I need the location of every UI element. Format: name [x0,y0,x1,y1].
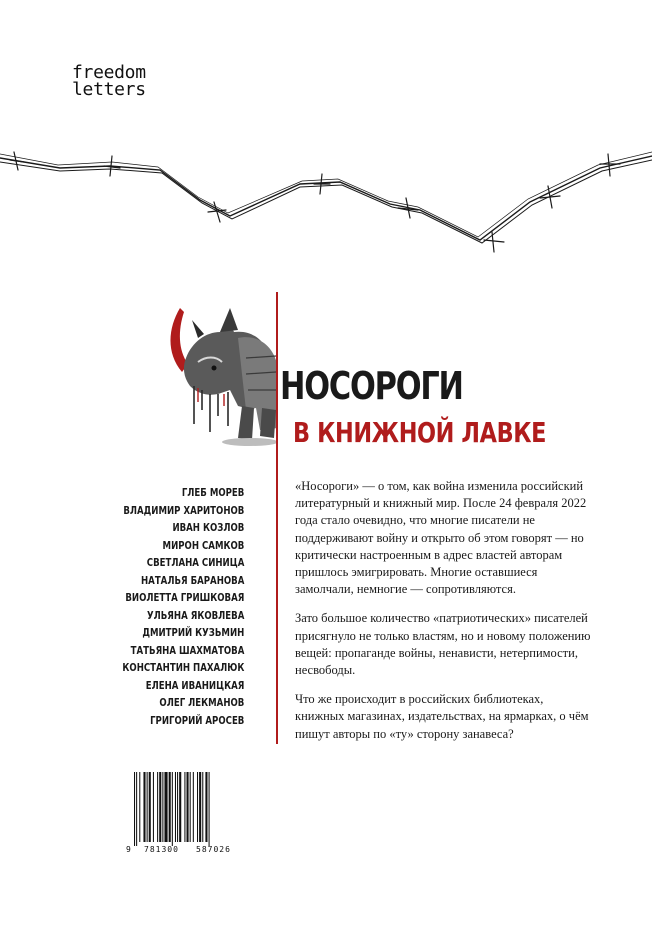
author-name: ВЛАДИМИР ХАРИТОНОВ [122,503,244,517]
book-title: НОСОРОГИ [280,364,463,408]
barbed-wire-icon [0,140,652,260]
author-list [88,484,244,729]
author-name: ГЛЕБ МОРЕВ [181,486,244,499]
author-name: ТАТЬЯНА ШАХМАТОВА [130,643,244,657]
author-name: ДМИТРИЙ КУЗЬМИН [141,626,244,639]
author-name: ИВАН КОЗЛОВ [172,521,244,534]
author-name: УЛЬЯНА ЯКОВЛЕВА [146,608,244,622]
barcode-digit-first: 9 [126,845,131,854]
description-paragraph: Зато большое количество «патриотических» писателей присягнуло не только властям, но и новому положению вещей: пропаганде войны, ненависти, нетерпимости, несвободы. [295,611,591,678]
author-name: ОЛЕГ ЛЕКМАНОВ [159,696,244,709]
author-name: ЕЛЕНА ИВАНИЦКАЯ [145,678,244,692]
rhino-illustration [158,298,280,450]
publisher-logo [72,64,146,98]
barcode-digits-right: 587026 [196,845,231,854]
vertical-divider [276,292,278,744]
author-name: НАТАЛЬЯ БАРАНОВА [140,573,244,587]
barcode-digits-left: 781300 [144,845,179,854]
logo-line-2: letters [72,79,146,100]
author-name: МИРОН САМКОВ [162,538,244,552]
isbn-barcode [126,772,252,854]
author-name: ВИОЛЕТТА ГРИШКОВАЯ [125,591,244,604]
book-subtitle: В КНИЖНОЙ ЛАВКЕ [293,416,547,449]
author-name: ГРИГОРИЙ АРОСЕВ [149,713,244,727]
description-paragraph: «Носороги» — о том, как война изменила российский литературный и книжный мир. После 24 февраля 2022 года стало очевидно, что многие писатели не поддерживают войну и открыто об этом говорят — но критически настроенным в адрес властей авторам пришлось эмигрировать. Многие оставшиеся замолчали, немногие — сопротивляются. [295,479,587,597]
author-name: СВЕТЛАНА СИНИЦА [146,556,244,569]
book-description [295,478,595,755]
description-paragraph: Что же происходит в российских библиотеках, книжных магазинах, издательствах, на ярмарках, о чём пишут авторы по «ту» сторону занавеса? [295,692,589,741]
author-name: КОНСТАНТИН ПАХАЛЮК [122,661,244,674]
logo-line-1: freedom [72,62,146,83]
